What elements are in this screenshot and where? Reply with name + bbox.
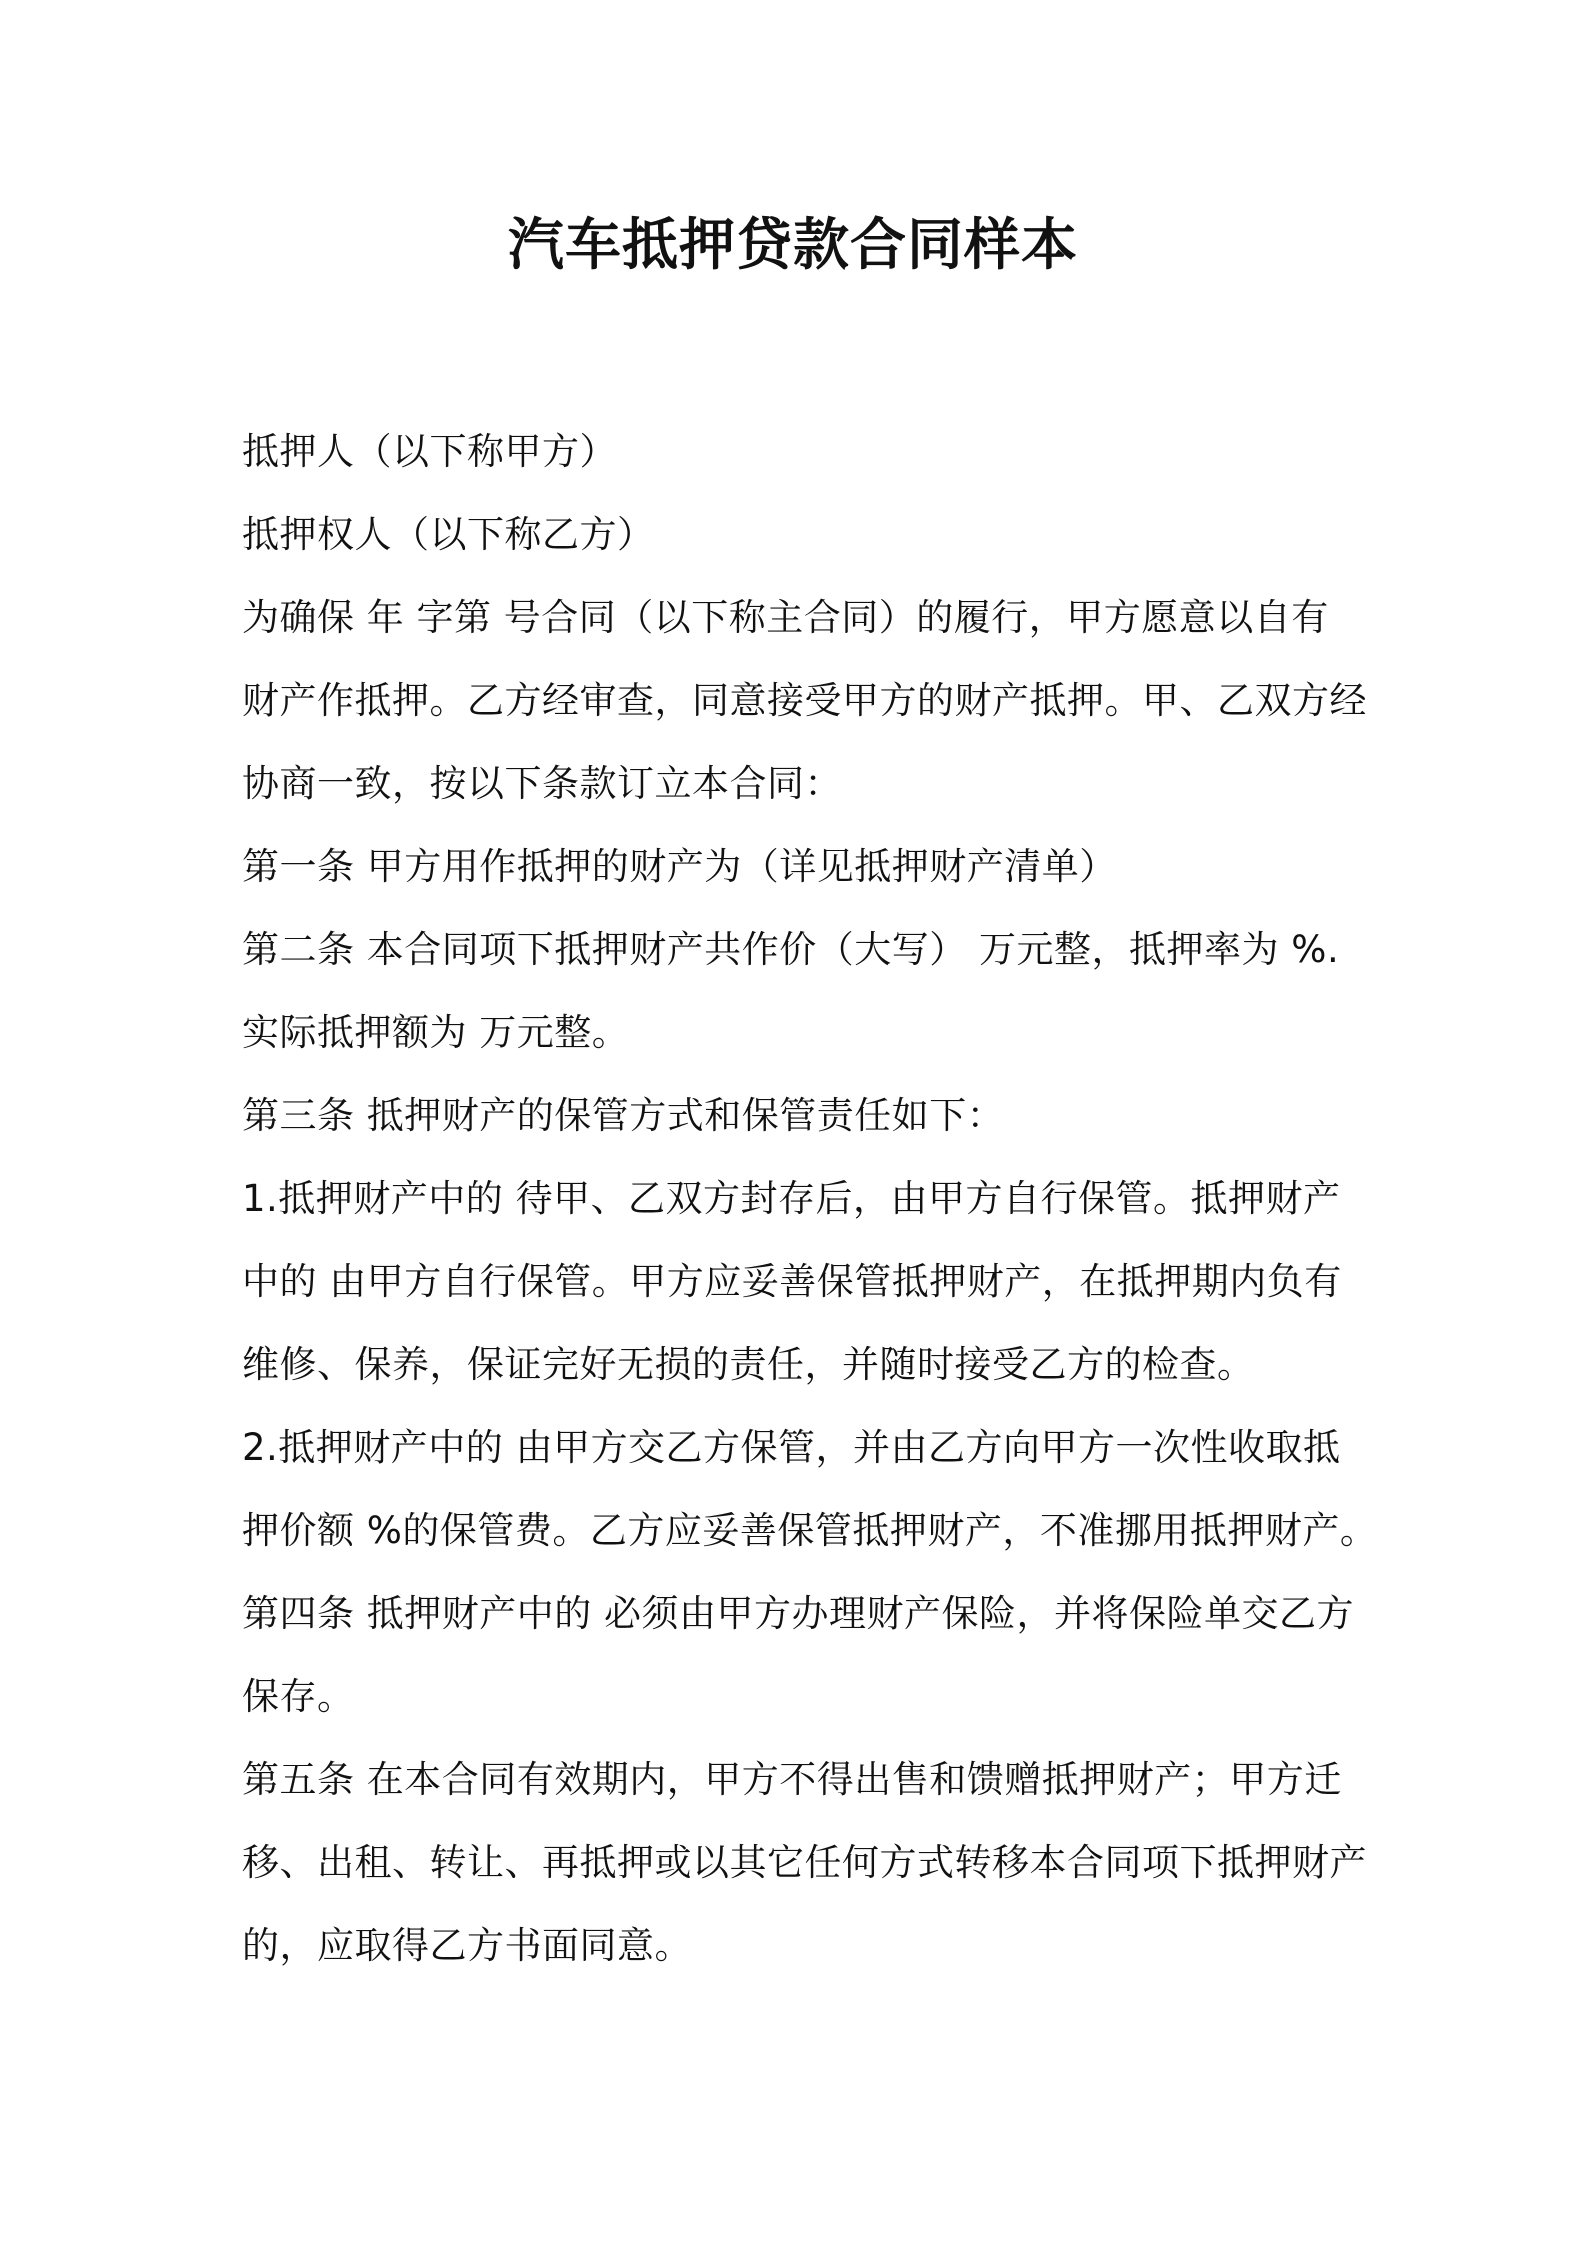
text-line: 协商一致，按以下条款订立本合同： xyxy=(242,762,842,805)
text-line: 抵押权人（以下称乙方） xyxy=(242,513,655,556)
text-line: 的，应取得乙方书面同意。 xyxy=(242,1924,692,1967)
text-line: 保存。 xyxy=(242,1675,355,1718)
text-line: 移、出租、转让、再抵押或以其它任何方式转移本合同项下抵押财产 xyxy=(242,1841,1367,1884)
text-line: 第二条 本合同项下抵押财产共作价（大写） 万元整，抵押率为 %. xyxy=(242,928,1340,971)
text-line: 押价额 %的保管费。乙方应妥善保管抵押财产，不准挪用抵押财产。 xyxy=(242,1509,1378,1552)
text-line: 2.抵押财产中的 由甲方交乙方保管，并由乙方向甲方一次性收取抵 xyxy=(242,1426,1341,1469)
text-line: 抵押人（以下称甲方） xyxy=(242,430,617,473)
document-body xyxy=(242,410,1378,1987)
text-line: 为确保 年 字第 号合同（以下称主合同）的履行，甲方愿意以自有 xyxy=(242,596,1329,639)
document-title: 汽车抵押贷款合同样本 xyxy=(508,213,1078,278)
text-line: 1.抵押财产中的 待甲、乙双方封存后，由甲方自行保管。抵押财产 xyxy=(242,1177,1341,1220)
text-line: 中的 由甲方自行保管。甲方应妥善保管抵押财产，在抵押期内负有 xyxy=(242,1260,1342,1303)
text-line: 财产作抵押。乙方经审查，同意接受甲方的财产抵押。甲、乙双方经 xyxy=(242,679,1367,722)
text-line: 第五条 在本合同有效期内，甲方不得出售和馈赠抵押财产；甲方迁 xyxy=(242,1758,1342,1801)
text-line: 实际抵押额为 万元整。 xyxy=(242,1011,630,1054)
text-line: 第三条 抵押财产的保管方式和保管责任如下： xyxy=(242,1094,1005,1137)
text-line: 维修、保养，保证完好无损的责任，并随时接受乙方的检查。 xyxy=(242,1343,1255,1386)
text-line: 第四条 抵押财产中的 必须由甲方办理财产保险，并将保险单交乙方 xyxy=(242,1592,1355,1635)
text-line: 第一条 甲方用作抵押的财产为（详见抵押财产清单） xyxy=(242,845,1117,888)
